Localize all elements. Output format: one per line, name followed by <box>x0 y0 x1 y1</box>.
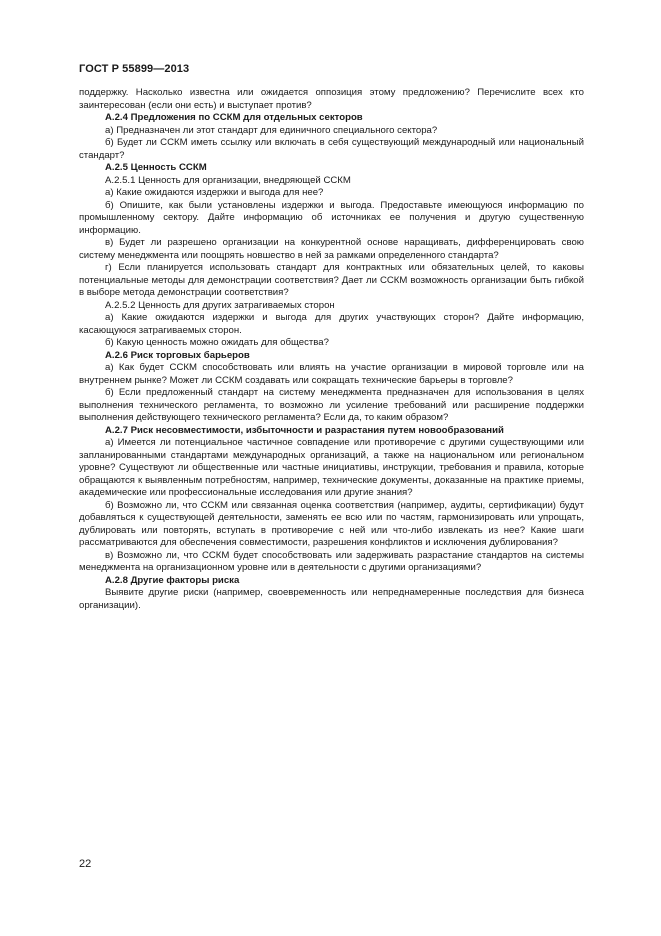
document-header: ГОСТ Р 55899—2013 <box>79 63 190 75</box>
subsection-heading-a251: А.2.5.1 Ценность для организации, внедряющей ССКМ <box>105 174 351 186</box>
list-item-a252-a: а) Какие ожидаются издержки и выгода для других участвующих сторон? Дайте информацию, касающуюся затрагиваемых сторон. <box>79 312 584 336</box>
section-heading-a27: А.2.7 Риск несовместимости, избыточности и разрастания путем новообразований <box>105 424 504 436</box>
list-item-a24-a: а) Предназначен ли этот стандарт для единичного специального сектора? <box>105 124 438 136</box>
list-item-a252-b: б) Какую ценность можно ожидать для общества? <box>105 337 329 348</box>
list-item-a27-b: б) Возможно ли, что ССКМ или связанная оценка соответствия (например, аудиты, сертификации) будут добавляться к существующей деятельности, заменять ее всю или по частям, гармонизировать или упрощать, дублировать или повторять, вступать в противоречие с ней или что-либо извлекать из нее? Какие шаги рассматриваются для обеспечения совместимости, разрешения конфликтов и исключения дублирования? <box>79 499 584 548</box>
document-body <box>79 87 584 612</box>
page-number: 22 <box>79 858 92 870</box>
list-item-a251-g: г) Если планируется использовать стандарт для контрактных или обязательных целей, то каковы потенциальные методы для демонстрации соответствия? Дает ли ССКМ возможность организации быть гибкой в выборе метода демонстрации соответствия? <box>79 262 584 298</box>
list-item-a251-v: в) Будет ли разрешено организации на конкурентной основе наращивать, дифференцировать свою систему менеджмента или поощрять новшество в ней за рамками определенного стандарта? <box>79 237 584 261</box>
section-heading-a26: А.2.6 Риск торговых барьеров <box>105 349 250 361</box>
list-item-a27-a: а) Имеется ли потенциальное частичное совпадение или противоречие с другими существующими или запланированными стандартами международных организаций, а также на национальном или региональном уровне? Существуют ли общественные или частные инициативы, инструкции, требования и правила, которые обращаются к выявленным потребностям, например, технические документы, доказанные на практике приемы, академические или профессиональные исследования или другие знания? <box>79 437 584 498</box>
list-item-a24-b: б) Будет ли ССКМ иметь ссылку или включать в себя существующий международный или национальный стандарт? <box>79 137 584 161</box>
section-heading-a25: А.2.5 Ценность ССКМ <box>105 162 207 173</box>
paragraph-a28: Выявите другие риски (например, своевременность или непреднамеренные последствия для бизнеса организации). <box>79 587 584 611</box>
list-item-a27-v: в) Возможно ли, что ССКМ будет способствовать или задерживать разрастание стандартов на системы менеджмента на организационном уровне или в деятельности с другими организациями? <box>79 549 584 573</box>
paragraph-continuation: поддержку. Насколько известна или ожидается оппозиция этому предложению? Перечислите всех кто заинтересован (если они есть) и выступает против? <box>79 87 584 111</box>
list-item-a251-a: а) Какие ожидаются издержки и выгода для нее? <box>105 187 324 198</box>
list-item-a26-b: б) Если предложенный стандарт на систему менеджмента предназначен для использования в целях выполнения технического регламента, то возможно ли усиление требований или расширение поддержки выполнения действующего технического регламента? Если да, то каким образом? <box>79 387 584 423</box>
subsection-heading-a252: А.2.5.2 Ценность для других затрагиваемых сторон <box>105 299 335 311</box>
section-heading-a24: А.2.4 Предложения по ССКМ для отдельных секторов <box>105 112 363 123</box>
list-item-a251-b: б) Опишите, как были установлены издержки и выгода. Предоставьте имеющуюся информацию по промышленному сектору. Дайте информацию об источниках ее получения и другую существенную информацию. <box>79 199 584 236</box>
section-heading-a28: А.2.8 Другие факторы риска <box>105 574 240 586</box>
list-item-a26-a: а) Как будет ССКМ способствовать или влиять на участие организации в мировой торговле или на внутреннем рынке? Может ли ССКМ создавать или сокращать технические барьеры в торговле? <box>79 362 584 386</box>
